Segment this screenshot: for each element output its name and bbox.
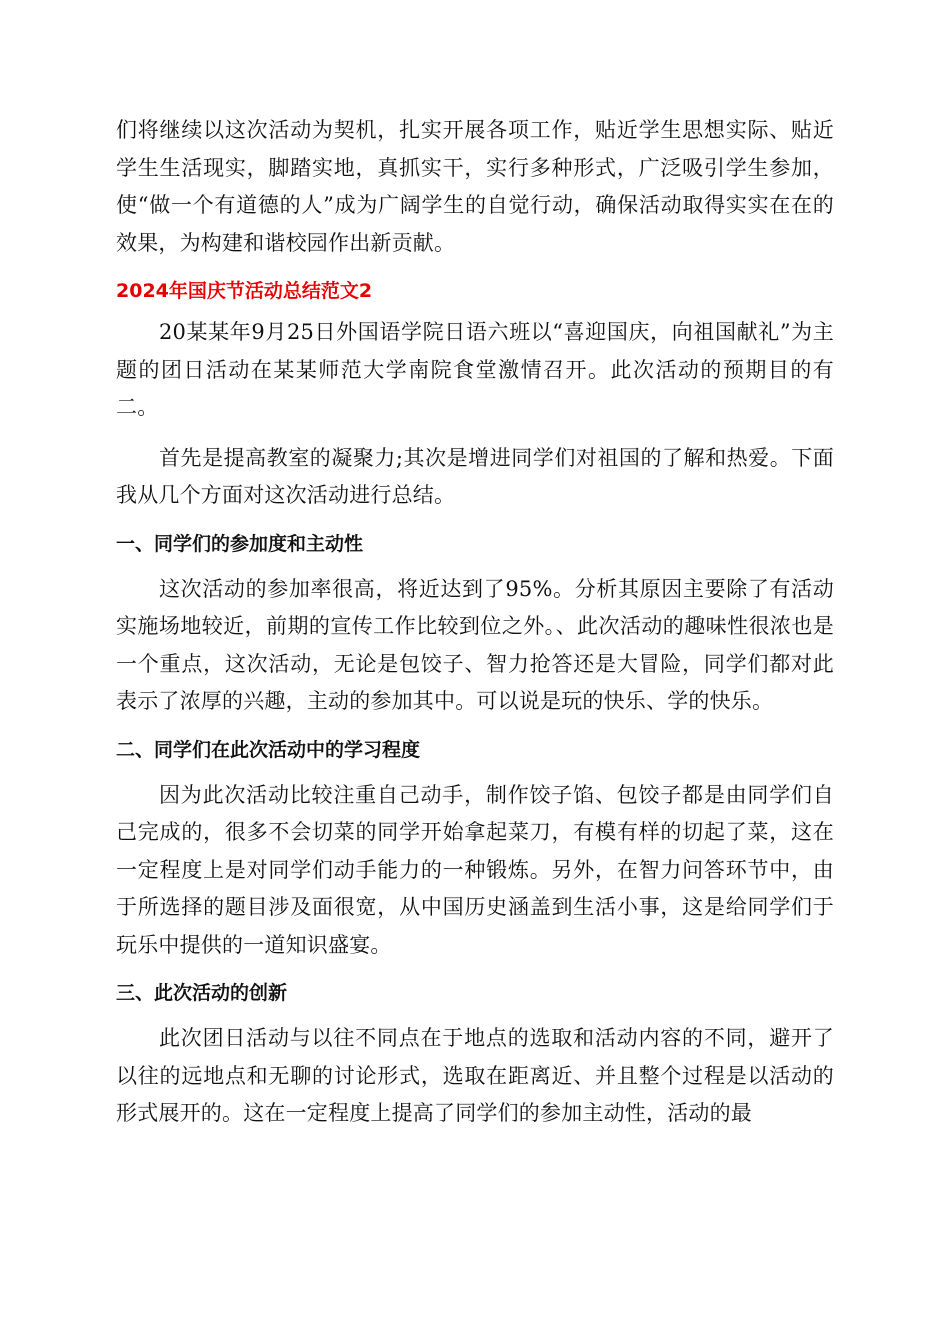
heading-participation: 一、同学们的参加度和主动性	[116, 532, 364, 555]
paragraph-innovation: 此次团日活动与以往不同点在于地点的选取和活动内容的不同，避开了以往的远地点和无聊的讨论形式，选取在距离近、并且整个过程是以活动的形式展开的。这在一定程度上提高了同学们的参加主动性，活动的最	[116, 1026, 834, 1125]
document-body	[116, 112, 834, 1133]
paragraph-learning: 因为此次活动比较注重自己动手，制作饺子馅、包饺子都是由同学们自己完成的，很多不会切菜的同学开始拿起菜刀，有模有样的切起了菜，这在一定程度上是对同学们动手能力的一种锻炼。另外，在智力问答环节中，由于所选择的题目涉及面很宽，从中国历史涵盖到生活小事，这是给同学们于玩乐中提供的一道知识盛宴。	[116, 782, 834, 957]
paragraph-event-intro: 20某某年9月25日外国语学院日语六班以“喜迎国庆，向祖国献礼”为主题的团日活动在某某师范大学南院食堂激情召开。此次活动的预期目的有二。	[116, 320, 834, 419]
section-title: 2024年国庆节活动总结范文2	[116, 280, 373, 302]
paragraph-participation: 这次活动的参加率很高，将近达到了95%。分析其原因主要除了有活动实施场地较近，前期的宣传工作比较到位之外。、此次活动的趣味性很浓也是一个重点，这次活动，无论是包饺子、智力抢答还是大冒险，同学们都对此表示了浓厚的兴趣，主动的参加其中。可以说是玩的快乐、学的快乐。	[116, 576, 834, 713]
heading-innovation: 三、此次活动的创新	[116, 982, 288, 1004]
paragraph-objectives: 首先是提高教室的凝聚力;其次是增进同学们对祖国的了解和热爱。下面我从几个方面对这次活动进行总结。	[116, 445, 834, 507]
heading-learning: 二、同学们在此次活动中的学习程度	[116, 738, 421, 761]
intro-paragraph: 们将继续以这次活动为契机，扎实开展各项工作，贴近学生思想实际、贴近学生生活现实，脚踏实地，真抓实干，实行多种形式，广泛吸引学生参加，使“做一个有道德的人”成为广阔学生的自觉行动，确保活动取得实实在在的效果，为构建和谐校园作出新贡献。	[116, 118, 834, 255]
